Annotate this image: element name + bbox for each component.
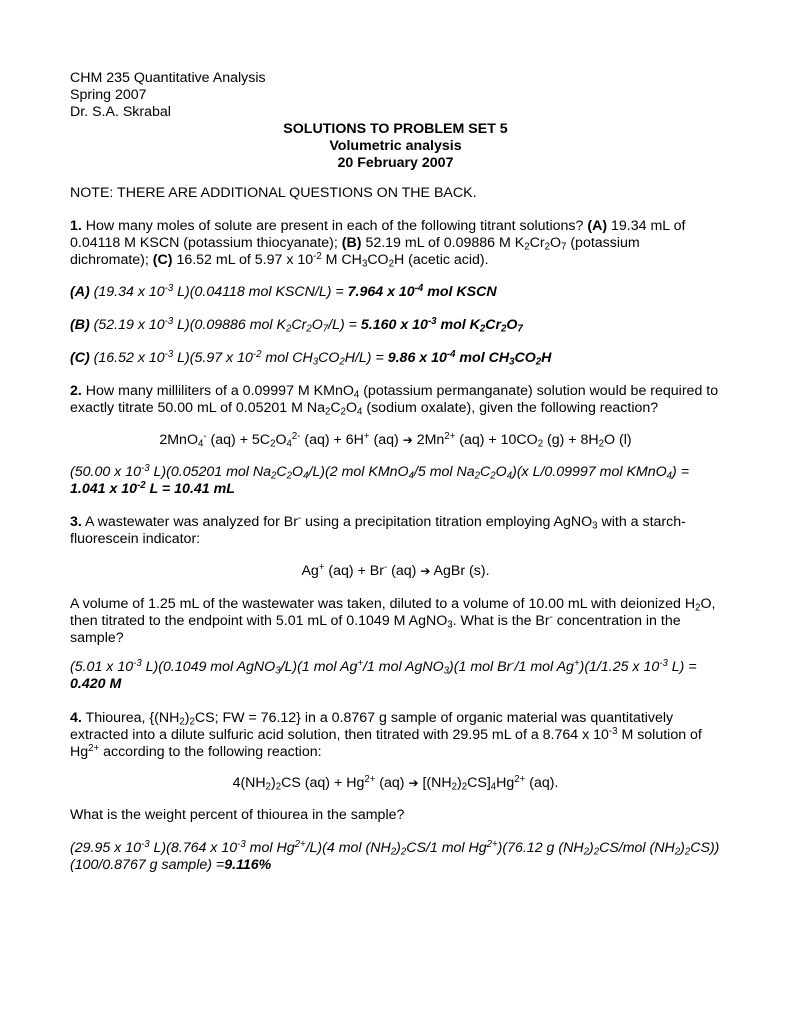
question-text: How many moles of solute are present in each of the following titrant solutions? (A) 19.34 mL of 0.04118 M KSCN (potassium thiocyanate); (B) 52.19 mL of 0.09886 M $K_2Cr_2O_7$ (potassium dichromate); (C) 16.52 mL of 5.97 x $10^{-2}$ M $CH_3CO_2H$ (acetic acid).: [70, 218, 686, 270]
question-number: 1.: [70, 218, 82, 234]
question-4: [70, 710, 720, 761]
document-date: 20 February 2007: [337, 155, 454, 171]
reaction-equation: Ag+ (aq) + Br- (aq) ➔ AgBr (s).: [301, 562, 490, 579]
reaction-equation: 2MnO$_4$- $(aq) + 5C_2O_4^{2-}$ (aq) + 6H+ (aq) ➔ $2Mn^{2+}$ $(aq) + 10CO_2$ $(g) + 8H_2O$ (l): [159, 431, 632, 450]
question-text: Thiourea, {$(NH_2)_2CS$; FW = 76.12} in a 0.8767 g sample of organic material was quantitatively extracted into a dilute sulfuric acid solution, then titrated with 29.95 mL of a 8.764 x $10^{-3}$ M solution of $Hg^{2+}$ according to the following reaction:: [70, 710, 702, 760]
document-subtitle: Volumetric analysis: [329, 138, 462, 154]
question-2: [70, 383, 720, 417]
question-3-details: A volume of 1.25 mL of the wastewater was taken, diluted to a volume of 10.00 mL with deionized $H_2O$, then titrated to the endpoint with 5.01 mL of 0.1049 M AgNO$_3$. What is the Br- concentration in the sample?: [70, 596, 716, 646]
question-text: How many milliliters of a 0.09997 M KMnO$_4$ (potassium permanganate) solution would be required to exactly titrate 50.00 mL of 0.05201 M $Na_2C_2O_4$ (sodium oxalate), given the following reaction?: [70, 383, 719, 418]
answer-4: (29.95 x $10^{-3}$ L)(8.764 x $10^{-3}$ mol $Hg^{2+}/L)(4$ mol $(NH_2)_2CS/1$ mol $Hg^{2+})(76.12$ g $(NH_2)_2CS$/mol $(NH_2)_2CS))(100/0.8767$ g sample) =9.116%: [70, 839, 720, 873]
answer-1c: (C) (16.52 x $10^{-3}$ L)(5.97 x $10^{-2}$ mol $CH_3CO_2H/L) = 9.86$ x $10^{-4}$ mol $CH_3CO_2H$: [70, 349, 552, 368]
answer-1b: (B) (52.19 x $10^{-3}$ L)(0.09886 mol $K_2Cr_2O_7/L) = 5.160$ x $10^{-3}$ mol $K_2Cr_2O_7$: [70, 316, 523, 335]
answer-3: (5.01 x $10^{-3}$ L)(0.1049 mol AgNO$_3$/L)(1 mol Ag+/1 mol AgNO$_3$)(1 mol Br-/1 mol Ag+)(1/1.25 x $10^{-3}$ L) = 0.420 M: [70, 658, 697, 692]
question-1: [70, 218, 720, 269]
note: NOTE: THERE ARE ADDITIONAL QUESTIONS ON THE BACK.: [70, 185, 477, 201]
question-number: 2.: [70, 383, 82, 399]
question-number: 4.: [70, 710, 82, 726]
question-text: A wastewater was analyzed for Br- using a precipitation titration employing AgNO$_3$ with a starch-fluorescein indicator:: [70, 513, 686, 547]
document-title: SOLUTIONS TO PROBLEM SET 5: [283, 121, 508, 137]
answer-2: (50.00 x $10^{-3}$ L)(0.05201 mol $Na_2C_2O_4/L)(2$ mol KMnO$_4$/5 mol $Na_2C_2O_4)(x$ L/0.09997 mol KMnO$_4$) = 1.041 x $10^{-2}$ L = 10.41 mL: [70, 463, 689, 497]
course-name: CHM 235 Quantitative Analysis: [70, 70, 266, 86]
question-3: [70, 514, 720, 548]
answer-1a: (A) (19.34 x $10^{-3}$ L)(0.04118 mol KSCN/L) = 7.964 x $10^{-4}$ mol KSCN: [70, 283, 497, 300]
reaction-equation: $4(NH_2)_2CS$ $(aq) + Hg^{2+}$ (aq) ➔ $[(NH_2)_2CS]_4Hg^{2+}$ (aq).: [232, 774, 559, 793]
question-number: 3.: [70, 514, 82, 530]
question-4-prompt: What is the weight percent of thiourea in the sample?: [70, 807, 405, 823]
term: Spring 2007: [70, 87, 147, 103]
instructor: Dr. S.A. Skrabal: [70, 104, 171, 120]
